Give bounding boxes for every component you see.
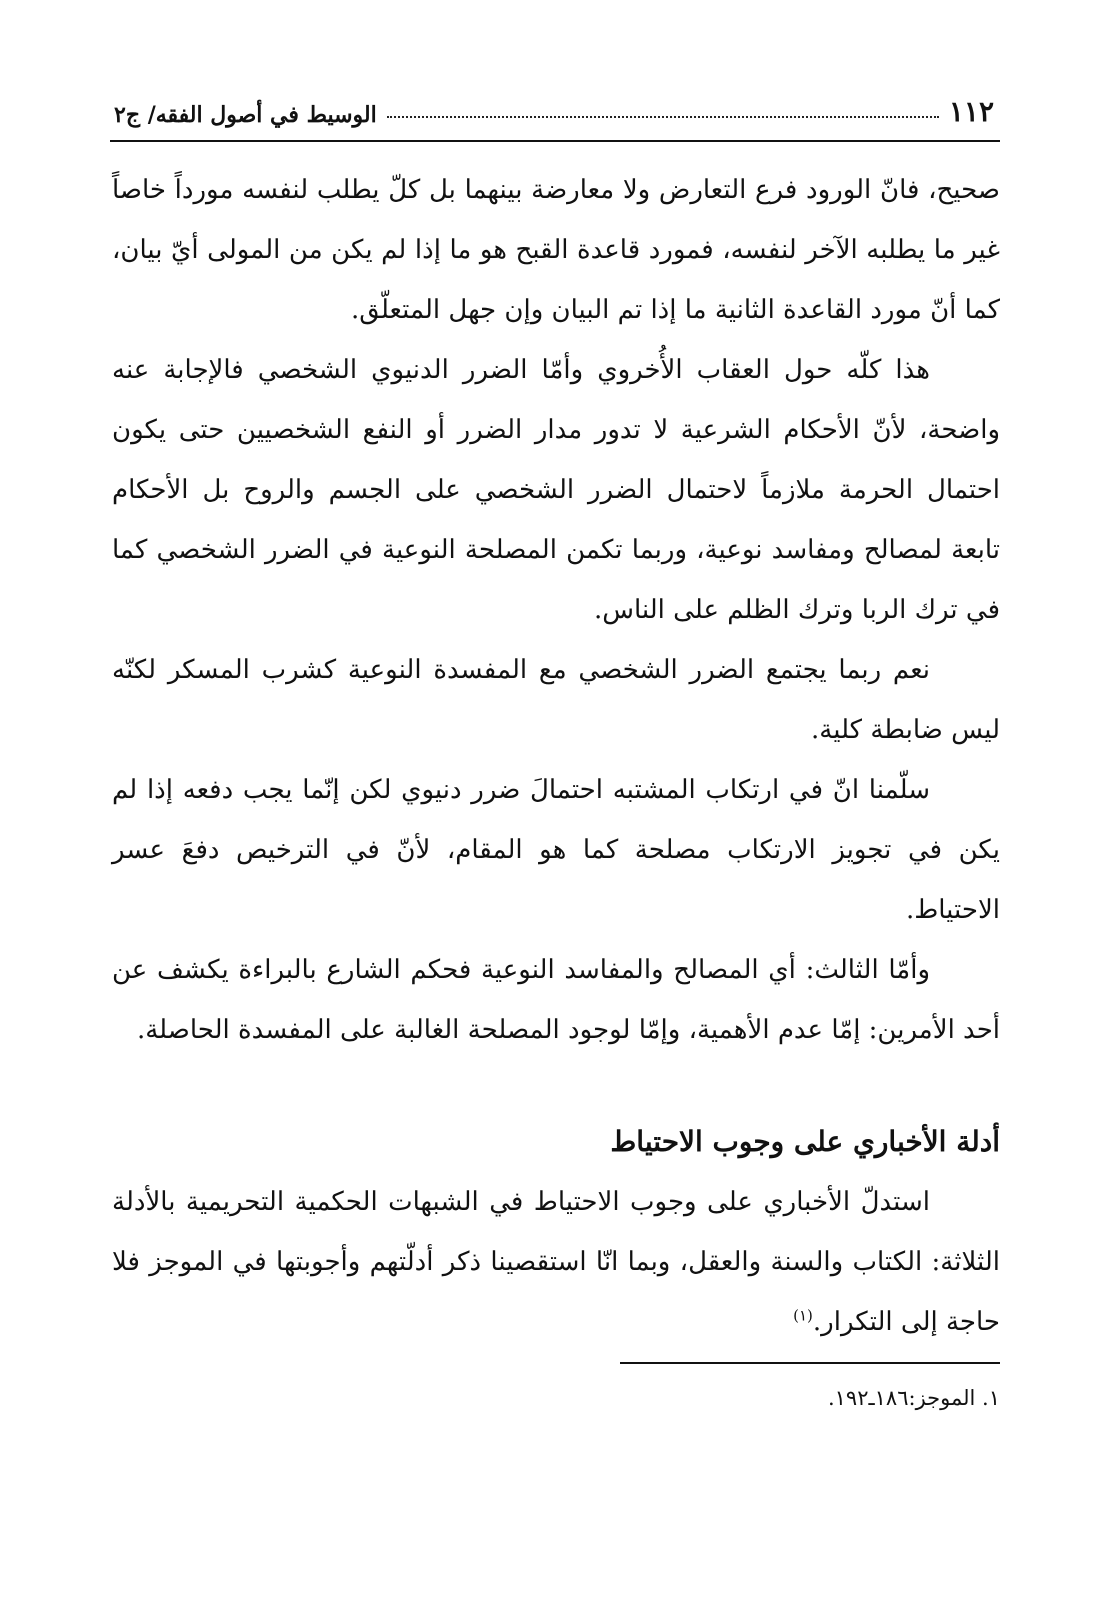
header-dot-leader	[387, 116, 939, 118]
footnote: ١. الموجز:١٨٦ـ١٩٢.	[827, 1386, 1000, 1410]
paragraph-1: صحيح، فانّ الورود فرع التعارض ولا معارضة بينهما بل كلّ يطلب لنفسه مورداً خاصاً غير ما يطلبه الآخر لنفسه، فمورد قاعدة القبح هو ما إذا لم يكن من المولى أيّ بيان، كما أنّ مورد القاعدة الثانية ما إذا تم البيان وإن جهل المتعلّق.	[112, 175, 1000, 325]
footnote-marker: (١)	[793, 1306, 813, 1325]
page-number: ١١٢	[948, 95, 994, 128]
paragraph-6-text: استدلّ الأخباري على وجوب الاحتياط في الشبهات الحكمية التحريمية بالأدلة الثلاثة: الكتاب والسنة والعقل، وبما انّا استقصينا ذكر أدلّتهم وأجوبتها في الموجز فلا حاجة إلى التكرار.	[112, 1187, 1000, 1337]
paragraph-2: هذا كلّه حول العقاب الأُخروي وأمّا الضرر الدنيوي الشخصي فالإجابة عنه واضحة، لأنّ الأحكام الشرعية لا تدور مدار الضرر أو النفع الشخصيين حتى يكون احتمال الحرمة ملازماً لاحتمال الضرر الشخصي على الجسم والروح بل الأحكام تابعة لمصالح ومفاسد نوعية، وربما تكمن المصلحة النوعية في الضرر الشخصي كما في ترك الربا وترك الظلم على الناس.	[112, 355, 1000, 625]
section-heading: أدلة الأخباري على وجوب الاحتياط	[610, 1125, 1000, 1158]
paragraph-5: وأمّا الثالث: أي المصالح والمفاسد النوعية فحكم الشارع بالبراءة يكشف عن أحد الأمرين: إمّا عدم الأهمية، وإمّا لوجود المصلحة الغالبة على المفسدة الحاصلة.	[112, 955, 1000, 1045]
page-header	[110, 84, 1000, 128]
paragraph-6	[112, 1172, 1000, 1352]
header-rule	[110, 140, 1000, 142]
body-text	[112, 160, 1000, 1352]
footnote-rule	[620, 1362, 1000, 1364]
paragraph-3: نعم ربما يجتمع الضرر الشخصي مع المفسدة النوعية كشرب المسكر لكنّه ليس ضابطة كلية.	[112, 655, 1000, 745]
paragraph-4: سلّمنا انّ في ارتكاب المشتبه احتمالَ ضرر دنيوي لكن إنّما يجب دفعه إذا لم يكن في تجويز الارتكاب مصلحة كما هو المقام، لأنّ في الترخيص دفعَ عسر الاحتياط.	[112, 775, 1000, 925]
running-title: الوسيط في أصول الفقه/ ج٢	[114, 102, 377, 128]
